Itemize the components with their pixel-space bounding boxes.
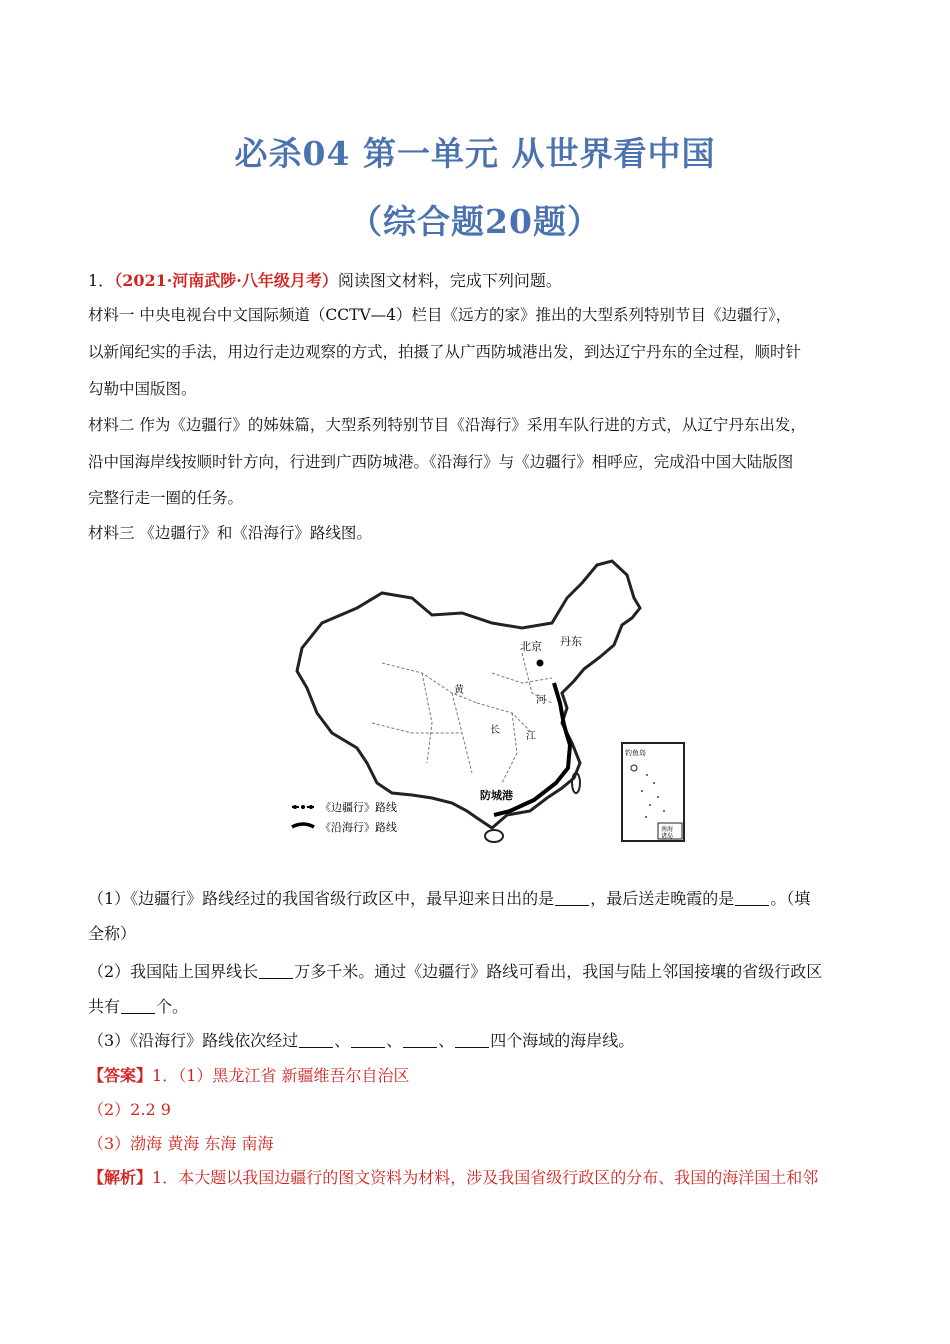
sub1-text-d: 全称） bbox=[88, 924, 137, 943]
sub1-text-c: 。（填 bbox=[770, 889, 811, 908]
question-header bbox=[88, 268, 562, 291]
map-label-beijing: 北京 bbox=[520, 640, 542, 653]
inset-label-bottom1: 南海 bbox=[661, 826, 674, 833]
material1-line2: 以新闻纪实的手法，用边行走边观察的方式，拍摄了从广西防城港出发，到达辽宁丹东的全过程，顺时针 bbox=[88, 343, 802, 361]
sub3-text-b: 四个海域的海岸线。 bbox=[490, 1031, 635, 1050]
answer-blank[interactable] bbox=[403, 1031, 437, 1048]
sub2-text-a: （2）我国陆上国界线长 bbox=[88, 962, 259, 981]
separator: 、 bbox=[334, 1031, 351, 1050]
material1-line1: 材料一 中央电视台中文国际频道（CCTV—4）栏目《远方的家》推出的大型系列特别节目《边疆行》， bbox=[88, 306, 792, 324]
subquestion-2 bbox=[88, 959, 822, 982]
subquestion-2-cont bbox=[88, 994, 188, 1017]
answer-blank[interactable] bbox=[121, 997, 155, 1014]
answer-3: （3）渤海 黄海 东海 南海 bbox=[88, 1134, 274, 1153]
answer-blank[interactable] bbox=[351, 1031, 385, 1048]
material3-line: 材料三 《边疆行》和《沿海行》路线图。 bbox=[88, 524, 372, 542]
route-map bbox=[262, 553, 687, 845]
legend-border-route: 《边疆行》路线 bbox=[320, 801, 397, 814]
map-label-dandong: 丹东 bbox=[560, 635, 582, 648]
answer-1: 1．（1）黑龙江省 新疆维吾尔自治区 bbox=[152, 1066, 410, 1085]
answer-2: （2）2.2 9 bbox=[88, 1100, 171, 1119]
answer-blank[interactable] bbox=[299, 1031, 333, 1048]
material2-line2: 沿中国海岸线按顺时针方向，行进到广西防城港。《沿海行》与《边疆行》相呼应，完成沿中国大陆版图 bbox=[88, 453, 794, 471]
map-label-chang: 长 bbox=[490, 725, 500, 736]
analysis-text: 1．本大题以我国边疆行的图文资料为材料，涉及我国省级行政区的分布、我国的海洋国土和邻 bbox=[152, 1168, 819, 1187]
subquestion-3 bbox=[88, 1028, 634, 1051]
page-subtitle: （综合题20题） bbox=[349, 202, 601, 241]
inset-label-top: 钓鱼岛 bbox=[625, 749, 646, 757]
analysis-tag: 【解析】 bbox=[88, 1168, 153, 1187]
map-label-fangchenggang: 防城港 bbox=[480, 789, 513, 802]
question-prompt: 阅读图文材料，完成下列问题。 bbox=[337, 271, 562, 290]
answer-blank[interactable] bbox=[259, 962, 293, 979]
legend-coast-route: 《沿海行》路线 bbox=[320, 821, 397, 834]
question-number: 1． bbox=[88, 271, 115, 290]
question-source: （2021·河南武陟·八年级月考） bbox=[114, 271, 338, 290]
map-label-he: 河 bbox=[536, 695, 546, 706]
material2-line3: 完整行走一圈的任务。 bbox=[88, 489, 244, 507]
sub2-text-c: 共有 bbox=[88, 997, 121, 1016]
beijing-marker bbox=[537, 660, 544, 667]
separator: 、 bbox=[438, 1031, 455, 1050]
sub1-text-a: （1）《边疆行》路线经过的我国省级行政区中，最早迎来日出的是 bbox=[88, 889, 555, 908]
subquestion-1 bbox=[88, 886, 810, 909]
map-label-jiang: 江 bbox=[526, 731, 536, 742]
sub2-text-d: 个。 bbox=[156, 997, 189, 1016]
answer-line-1 bbox=[88, 1063, 409, 1086]
answer-blank[interactable] bbox=[555, 889, 589, 906]
answer-blank[interactable] bbox=[735, 889, 769, 906]
answer-tag: 【答案】 bbox=[88, 1066, 153, 1085]
sub3-text-a: （3）《沿海行》路线依次经过 bbox=[88, 1031, 299, 1050]
analysis-line bbox=[88, 1165, 818, 1188]
answer-blank[interactable] bbox=[455, 1031, 489, 1048]
material2-line1: 材料二 作为《边疆行》的姊妹篇，大型系列特别节目《沿海行》采用车队行进的方式，从辽宁丹东出发， bbox=[88, 416, 806, 434]
page-title: 必杀04 第一单元 从世界看中国 bbox=[234, 134, 716, 173]
material1-line3: 勾勒中国版图。 bbox=[88, 380, 197, 398]
sub1-text-b: ，最后送走晚霞的是 bbox=[590, 889, 735, 908]
separator: 、 bbox=[386, 1031, 403, 1050]
sub2-text-b: 万多千米。通过《边疆行》路线可看出，我国与陆上邻国接壤的省级行政区 bbox=[294, 962, 823, 981]
map-label-huang: 黄 bbox=[454, 685, 464, 696]
inset-label-bottom2: 诸岛 bbox=[661, 833, 674, 840]
